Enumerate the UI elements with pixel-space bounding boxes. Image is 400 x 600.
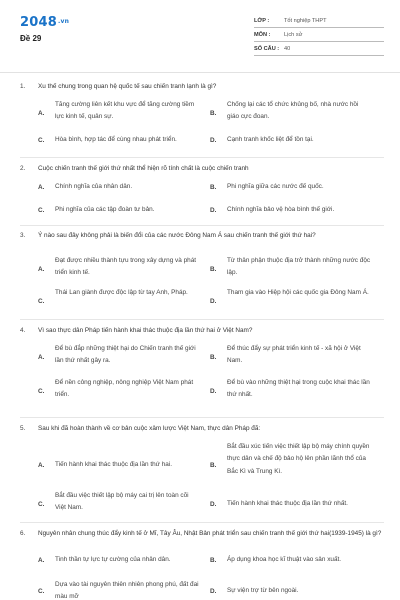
option-text[interactable]: Đạt được nhiều thành tựu trong xây dựng và phát triển kinh tế. — [55, 257, 197, 277]
option-letter[interactable]: C. — [38, 501, 45, 508]
level-underline — [254, 27, 384, 28]
question-text: Ý nào sau đây không phải là biến đổi của các nước Đông Nam Á sau chiến tranh thế giới thứ hai? — [38, 232, 316, 239]
level-value: Tốt nghiệp THPT — [284, 18, 327, 24]
option-letter[interactable]: A. — [38, 110, 45, 117]
question-text: Sau khi đã hoàn thành về cơ bản cuộc xâm lược Việt Nam, thực dân Pháp đã: — [38, 425, 261, 432]
option-text[interactable]: Bắt đầu xúc tiến việc thiết lập bộ máy chính quyền thực dân và chế độ bảo hộ lên phần lãnh thổ của Bắc Kì và Trung Kì. — [227, 443, 370, 475]
option-letter[interactable]: D. — [210, 137, 217, 144]
count-value: 40 — [284, 46, 291, 52]
logo-suffix: .vn — [57, 18, 70, 25]
option-text[interactable]: Cạnh tranh khốc liệt để tồn tại. — [227, 136, 314, 143]
option-letter[interactable]: C. — [38, 298, 45, 305]
question-number: 2. — [20, 165, 26, 172]
level-label: LỚP : — [254, 18, 270, 24]
option-text[interactable]: Chính nghĩa của nhân dân. — [55, 183, 133, 190]
subject-label: MÔN : — [254, 32, 271, 38]
option-letter[interactable]: B. — [210, 184, 217, 191]
option-letter[interactable]: D. — [210, 207, 217, 214]
option-letter[interactable]: B. — [210, 354, 217, 361]
option-text[interactable]: Tham gia vào Hiệp hội các quốc gia Đông Nam Á. — [227, 289, 369, 296]
option-text[interactable]: Từ thân phận thuộc địa trở thành những nước độc lập. — [227, 257, 371, 277]
option-letter[interactable]: C. — [38, 588, 45, 595]
count-label: SỐ CÂU : — [254, 46, 280, 52]
subject-value: Lịch sử — [284, 32, 303, 38]
option-letter[interactable]: D. — [210, 298, 217, 305]
option-text[interactable]: Dựa vào tài nguyên thiên nhiên phong phú, đất đai màu mỡ — [55, 581, 199, 600]
logo-text: 2048 — [20, 15, 57, 30]
subject-underline — [254, 41, 384, 42]
option-text[interactable]: Để bù vào những thiệt hại trong cuộc khai thác lần thứ nhất. — [227, 379, 370, 399]
option-text[interactable]: Phi nghĩa của các tập đoàn tư bản. — [55, 206, 155, 213]
option-text[interactable]: Tiến hành khai thác thuộc địa lần thứ nhất. — [227, 500, 348, 507]
option-letter[interactable]: B. — [210, 557, 217, 564]
option-text[interactable]: Bắt đầu việc thiết lập bộ máy cai trị lên toàn cõi Việt Nam. — [55, 492, 189, 512]
count-underline — [254, 55, 384, 56]
question-text: Nguyên nhân chung thúc đẩy kinh tế ở Mĩ, Tây Âu, Nhật Bản phát triển sau chiến tranh thế giới thứ hai(1939-1945) là gì? — [38, 530, 382, 537]
question-divider — [20, 225, 384, 226]
question-divider — [20, 319, 384, 320]
header-divider — [0, 72, 400, 73]
question-text: Vì sao thực dân Pháp tiến hành khai thác thuộc địa lần thứ hai ở Việt Nam? — [38, 327, 253, 334]
option-letter[interactable]: D. — [210, 388, 217, 395]
question-number: 4. — [20, 327, 26, 334]
site-logo[interactable] — [20, 15, 68, 30]
option-letter[interactable]: B. — [210, 462, 217, 469]
option-letter[interactable]: D. — [210, 501, 217, 508]
question-text: Cuộc chiến tranh thế giới thứ nhất thể hiện rõ tính chất là cuộc chiến tranh — [38, 165, 249, 172]
option-text[interactable]: Áp dụng khoa học kĩ thuật vào sản xuất. — [227, 556, 342, 563]
option-letter[interactable]: C. — [38, 207, 45, 214]
option-letter[interactable]: A. — [38, 354, 45, 361]
question-divider — [20, 157, 384, 158]
exam-header — [0, 0, 400, 72]
option-text[interactable]: Chính nghĩa bảo vệ hòa bình thế giới. — [227, 206, 335, 213]
option-text[interactable]: Chống lại các tổ chức khủng bố, nhà nước hồi giáo cực đoan. — [227, 101, 359, 121]
option-letter[interactable]: B. — [210, 110, 217, 117]
question-number: 6. — [20, 530, 26, 537]
exam-code: Đề 29 — [20, 34, 42, 43]
option-letter[interactable]: C. — [38, 388, 45, 395]
question-number: 3. — [20, 232, 26, 239]
question-text: Xu thế chung trong quan hệ quốc tế sau chiến tranh lạnh là gì? — [38, 83, 217, 90]
question-number: 1. — [20, 83, 26, 90]
option-letter[interactable]: A. — [38, 462, 45, 469]
option-text[interactable]: Để thúc đẩy sự phát triển kinh tế - xã hội ở Việt Nam. — [227, 345, 361, 365]
option-letter[interactable]: B. — [210, 266, 217, 273]
option-text[interactable]: Tiến hành khai thác thuộc địa lần thứ hai. — [55, 461, 173, 468]
option-letter[interactable]: D. — [210, 588, 217, 595]
option-text[interactable]: Tăng cường liên kết khu vực để tăng cường tiềm lực kinh tế, quân sự. — [55, 101, 195, 121]
option-text[interactable]: Tinh thần tự lực tự cường của nhân dân. — [55, 556, 171, 563]
question-number: 5. — [20, 425, 26, 432]
option-text[interactable]: Để bù đắp những thiệt hại do Chiến tranh thế giới lần thứ nhất gây ra. — [55, 345, 196, 365]
option-text[interactable]: Hòa bình, hợp tác để cùng nhau phát triển. — [55, 136, 177, 143]
option-text[interactable]: Phi nghĩa giữa các nước đế quốc. — [227, 183, 324, 190]
option-text[interactable]: Để nền công nghiệp, nông nghiệp Việt Nam phát triển. — [55, 379, 194, 399]
option-letter[interactable]: A. — [38, 266, 45, 273]
option-letter[interactable]: C. — [38, 137, 45, 144]
question-divider — [20, 417, 384, 418]
option-letter[interactable]: A. — [38, 184, 45, 191]
option-text[interactable]: Thái Lan giành được độc lập từ tay Anh, Pháp. — [55, 289, 188, 296]
question-divider — [20, 522, 384, 523]
option-letter[interactable]: A. — [38, 557, 45, 564]
option-text[interactable]: Sự viện trợ từ bên ngoài. — [227, 587, 299, 594]
